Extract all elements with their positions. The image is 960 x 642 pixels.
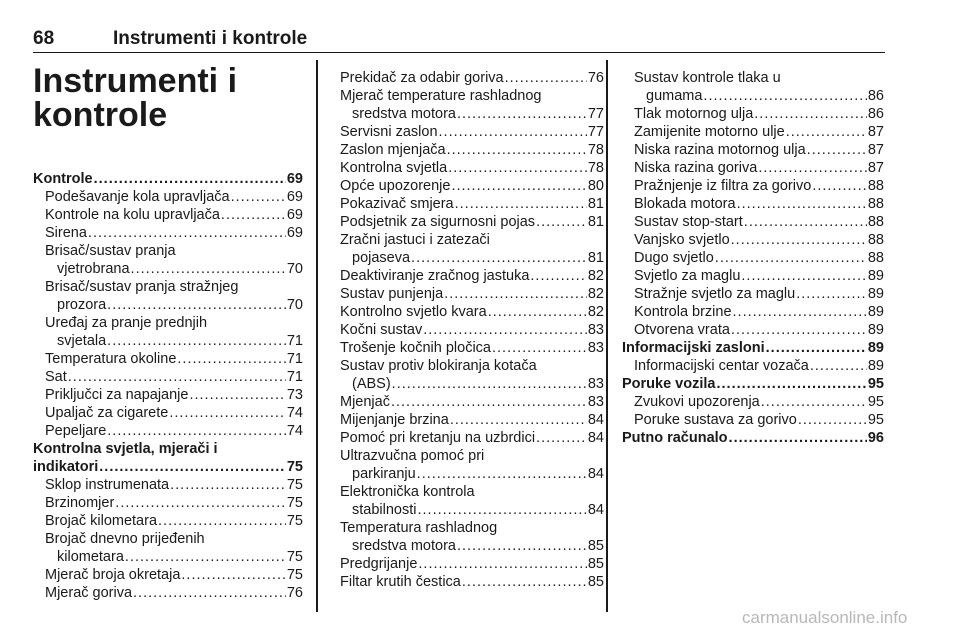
toc-entry-line: Zračni jastuci i zatezači	[340, 232, 490, 248]
page-header	[33, 26, 885, 53]
toc-entry[interactable]: Deaktiviranje zračnog jastuka ..... 82	[340, 267, 604, 285]
toc-entry[interactable]: Zaslon mjenjača ..... 78	[340, 141, 604, 159]
toc-entry[interactable]: Priključci za napajanje ..... 73	[33, 386, 303, 404]
toc-entry[interactable]: Zvukovi upozorenja ..... 95	[622, 393, 884, 411]
toc-entry[interactable]: Upaljač za cigarete ..... 74	[33, 404, 303, 422]
toc-section[interactable]: Poruke vozila ..... 95	[622, 375, 884, 393]
toc-entry[interactable]: Prekidač za odabir goriva ..... 76	[340, 69, 604, 87]
toc-entry[interactable]: Sat ..... 71	[33, 368, 303, 386]
watermark: carmanualsonline.info	[742, 608, 908, 627]
toc-entry[interactable]: sredstva motora ..... 85	[340, 537, 604, 555]
toc-entry[interactable]: Zamijenite motorno ulje ..... 87	[622, 123, 884, 141]
toc-entry[interactable]: gumama ..... 86	[622, 87, 884, 105]
toc-entry[interactable]: Temperatura okoline ..... 71	[33, 350, 303, 368]
toc-entry[interactable]: Brzinomjer ..... 75	[33, 494, 303, 512]
column-divider	[316, 60, 318, 612]
toc-entry[interactable]: Niska razina goriva ..... 87	[622, 159, 884, 177]
toc-entry[interactable]: Pokazivač smjera ..... 81	[340, 195, 604, 213]
toc-entry[interactable]: Informacijski centar vozača ..... 89	[622, 357, 884, 375]
toc-entry[interactable]: Brojač kilometara ..... 75	[33, 512, 303, 530]
toc-entry-line: Sustav kontrole tlaka u	[634, 70, 781, 86]
toc-section[interactable]: indikatori ..... 75	[33, 458, 303, 476]
toc-entry-line: Uređaj za pranje prednjih	[45, 315, 208, 331]
toc-section-line: Kontrolna svjetla, mjerači i	[33, 441, 218, 457]
toc-entry[interactable]: sredstva motora ..... 77	[340, 105, 604, 123]
toc-entry[interactable]: Otvorena vrata ..... 89	[622, 321, 884, 339]
page-number: 68	[33, 28, 55, 49]
toc-entry[interactable]: stabilnosti ..... 84	[340, 501, 604, 519]
toc-entry[interactable]: Sustav stop-start ..... 88	[622, 213, 884, 231]
toc-entry[interactable]: Sirena ..... 69	[33, 224, 303, 242]
toc-entry[interactable]: Kontrolna svjetla ..... 78	[340, 159, 604, 177]
toc-entry-line: Brisač/sustav pranja	[45, 243, 176, 259]
toc-section[interactable]: Kontrole ..... 69	[33, 170, 303, 188]
toc-entry[interactable]: Kočni sustav ..... 83	[340, 321, 604, 339]
toc-entry[interactable]: Mijenjanje brzina ..... 84	[340, 411, 604, 429]
toc-entry[interactable]: Dugo svjetlo ..... 88	[622, 249, 884, 267]
toc-entry[interactable]: prozora ..... 70	[33, 296, 303, 314]
toc-entry[interactable]: Opće upozorenje ..... 80	[340, 177, 604, 195]
toc-entry[interactable]: Filtar krutih čestica ..... 85	[340, 573, 604, 591]
toc-entry[interactable]: pojaseva ..... 81	[340, 249, 604, 267]
toc-column-3	[622, 69, 884, 447]
running-title: Instrumenti i kontrole	[113, 28, 308, 49]
toc-entry[interactable]: kilometara ..... 75	[33, 548, 303, 566]
toc-entry[interactable]: parkiranju ..... 84	[340, 465, 604, 483]
toc-entry[interactable]: Servisni zaslon ..... 77	[340, 123, 604, 141]
toc-entry[interactable]: Kontrole na kolu upravljača ..... 69	[33, 206, 303, 224]
toc-entry[interactable]: Mjenjač ..... 83	[340, 393, 604, 411]
toc-entry[interactable]: svjetala ..... 71	[33, 332, 303, 350]
toc-entry[interactable]: Mjerač broja okretaja ..... 75	[33, 566, 303, 584]
toc-entry-line: Elektronička kontrola	[340, 484, 475, 500]
toc-entry[interactable]: Podsjetnik za sigurnosni pojas ..... 81	[340, 213, 604, 231]
toc-entry[interactable]: Poruke sustava za gorivo ..... 95	[622, 411, 884, 429]
toc-entry-line: Temperatura rashladnog	[340, 520, 498, 536]
toc-entry[interactable]: Podešavanje kola upravljača ..... 69	[33, 188, 303, 206]
toc-entry-line: Brisač/sustav pranja stražnjeg	[45, 279, 239, 295]
toc-entry[interactable]: vjetrobrana ..... 70	[33, 260, 303, 278]
toc-section[interactable]: Informacijski zasloni ..... 89	[622, 339, 884, 357]
toc-entry[interactable]: Niska razina motornog ulja ..... 87	[622, 141, 884, 159]
toc-entry[interactable]: Sustav punjenja ..... 82	[340, 285, 604, 303]
chapter-title: Instrumenti i kontrole	[33, 62, 238, 134]
toc-entry-line: Sustav protiv blokiranja kotača	[340, 358, 537, 374]
toc-section[interactable]: Putno računalo ..... 96	[622, 429, 884, 447]
toc-entry[interactable]: Kontrolno svjetlo kvara ..... 82	[340, 303, 604, 321]
toc-entry[interactable]: Predgrijanje ..... 85	[340, 555, 604, 573]
toc-entry[interactable]: Mjerač goriva ..... 76	[33, 584, 303, 602]
toc-entry[interactable]: (ABS) ..... 83	[340, 375, 604, 393]
toc-entry[interactable]: Pražnjenje iz filtra za gorivo ..... 88	[622, 177, 884, 195]
toc-entry[interactable]: Vanjsko svjetlo ..... 88	[622, 231, 884, 249]
toc-entry[interactable]: Svjetlo za maglu ..... 89	[622, 267, 884, 285]
toc-entry-line: Brojač dnevno prijeđenih	[45, 531, 205, 547]
toc-entry[interactable]: Blokada motora ..... 88	[622, 195, 884, 213]
toc-entry[interactable]: Trošenje kočnih pločica ..... 83	[340, 339, 604, 357]
column-divider	[606, 60, 608, 612]
toc-entry-line: Ultrazvučna pomoć pri	[340, 448, 485, 464]
toc-entry[interactable]: Stražnje svjetlo za maglu ..... 89	[622, 285, 884, 303]
toc-entry[interactable]: Pepeljare ..... 74	[33, 422, 303, 440]
toc-entry[interactable]: Tlak motornog ulja ..... 86	[622, 105, 884, 123]
toc-entry[interactable]: Kontrola brzine ..... 89	[622, 303, 884, 321]
toc-column-1	[33, 170, 303, 602]
toc-column-2	[340, 69, 604, 591]
toc-entry[interactable]: Sklop instrumenata ..... 75	[33, 476, 303, 494]
toc-entry[interactable]: Pomoć pri kretanju na uzbrdici ..... 84	[340, 429, 604, 447]
toc-entry-line: Mjerač temperature rashladnog	[340, 88, 542, 104]
